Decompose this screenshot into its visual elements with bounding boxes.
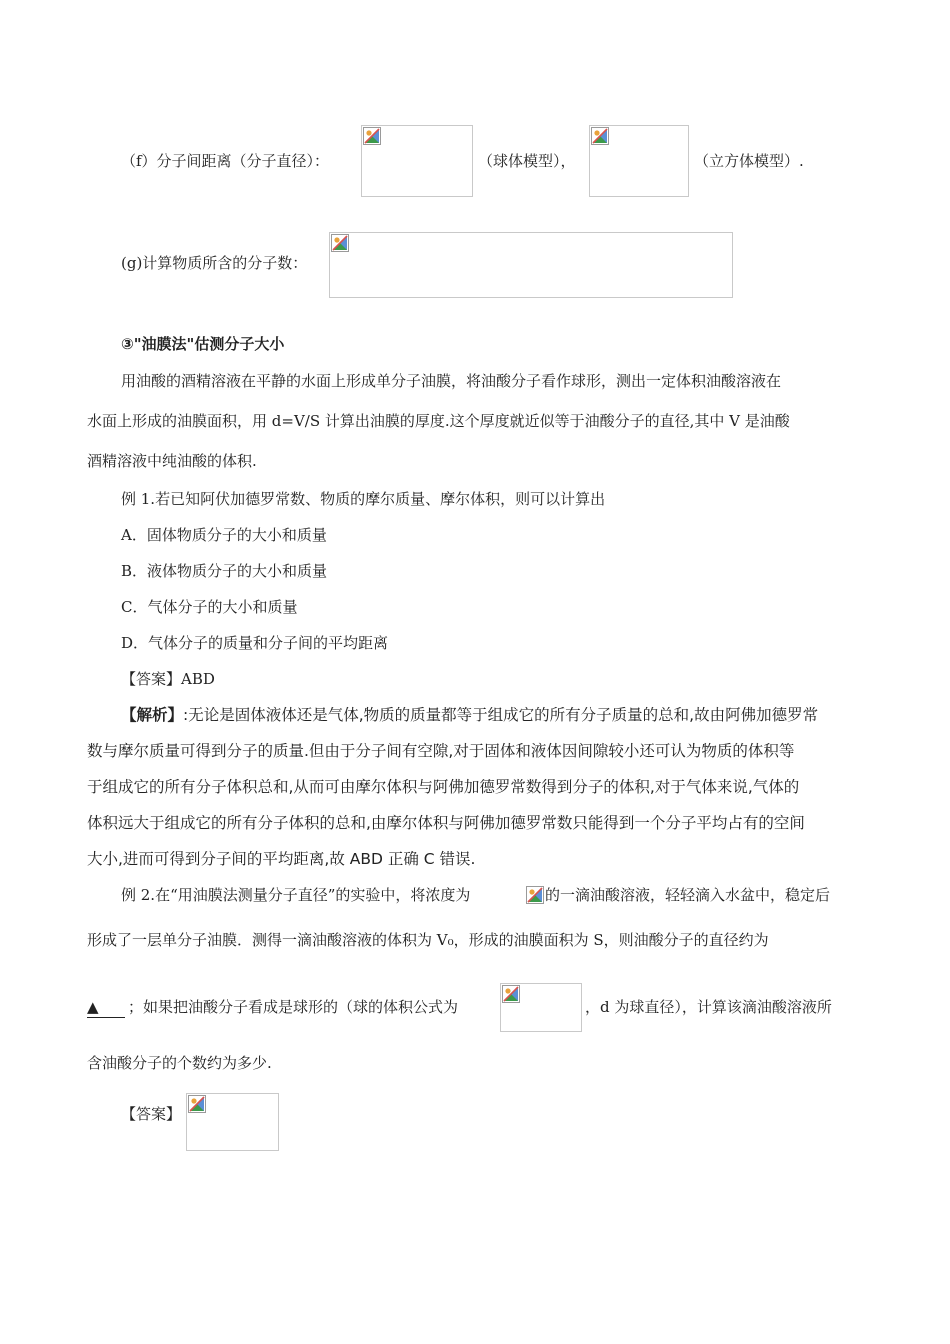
f-line-mid: （球体模型）， — [478, 152, 576, 170]
analysis-text-1: :无论是固体液体还是气体,物质的质量都等于组成它的所有分子质量的总和,故由阿佛加德罗常 — [183, 706, 819, 724]
formula-image-cube — [589, 125, 689, 197]
answer-value: ABD — [181, 670, 215, 688]
option-b: B．液体物质分子的大小和质量 — [121, 562, 328, 580]
analysis-label: 【解析】 — [121, 706, 184, 724]
option-a: A．固体物质分子的大小和质量 — [121, 526, 327, 544]
broken-image-icon — [502, 985, 520, 1003]
section-title: ③"油膜法"估测分子大小 — [121, 335, 285, 353]
example2-line-4: 含油酸分子的个数约为多少. — [87, 1054, 272, 1072]
analysis-line-3: 于组成它的所有分子体积总和,从而可由摩尔体积与阿佛加德罗常数得到分子的体积,对于气体来说,气体的 — [87, 778, 800, 796]
broken-image-icon — [188, 1095, 206, 1113]
para-line-3: 酒精溶液中纯油酸的体积. — [87, 452, 257, 470]
analysis-line-5: 大小,进而可得到分子间的平均距离,故 ABD 正确 C 错误. — [87, 850, 476, 868]
para-line-2: 水面上形成的油膜面积，用 d=V/S 计算出油膜的厚度.这个厚度就近似等于油酸分子的直径,其中 V 是油酸 — [87, 412, 790, 430]
analysis-line-2: 数与摩尔质量可得到分子的质量.但由于分子间有空隙,对于固体和液体因间隙较小还可认为物质的体积等 — [87, 742, 795, 760]
blank-triangle: ▲ — [87, 997, 125, 1018]
f-line-prefix: （f）分子间距离（分子直径）： — [121, 152, 330, 170]
example2-line-3a: ；如果把油酸分子看成是球形的（球的体积公式为 — [128, 998, 459, 1016]
broken-image-icon — [526, 886, 544, 904]
option-c: C．气体分子的大小和质量 — [121, 598, 298, 616]
example2-line-3b: ，d 为球直径），计算该滴油酸溶液所 — [585, 998, 832, 1016]
option-d: D．气体分子的质量和分子间的平均距离 — [121, 634, 389, 652]
analysis-line-1 — [121, 705, 818, 725]
formula-image-molecule-count — [329, 232, 733, 298]
analysis-line-4: 体积远大于组成它的所有分子体积的总和,由摩尔体积与阿佛加德罗常数只能得到一个分子平均占有的空间 — [87, 814, 805, 832]
broken-image-icon — [331, 234, 349, 252]
g-line-prefix: (g)计算物质所含的分子数： — [121, 254, 308, 272]
f-line-suffix: （立方体模型）. — [694, 152, 804, 170]
formula-image-answer — [186, 1093, 279, 1151]
formula-image-sphere-volume — [500, 983, 582, 1032]
example2-line-1b: 的一滴油酸溶液，轻轻滴入水盆中，稳定后 — [545, 886, 831, 904]
broken-image-icon — [363, 127, 381, 145]
para-line-1: 用油酸的酒精溶液在平静的水面上形成单分子油膜，将油酸分子看作球形，测出一定体积油酸溶液在 — [121, 372, 782, 390]
example1-question: 例 1.若已知阿伏加德罗常数、物质的摩尔质量、摩尔体积，则可以计算出 — [121, 490, 606, 508]
example2-line-1a: 例 2.在“用油膜法测量分子直径”的实验中，将浓度为 — [121, 886, 471, 904]
example1-answer — [121, 669, 215, 689]
formula-image-sphere — [361, 125, 473, 197]
answer-blank — [87, 997, 125, 1018]
broken-image-icon — [591, 127, 609, 145]
example2-line-2: 形成了一层单分子油膜．测得一滴油酸溶液的体积为 V₀，形成的油膜面积为 S，则油酸分子的直径约为 — [87, 931, 769, 949]
example2-answer-label: 【答案】 — [121, 1105, 182, 1123]
answer-label: 【答案】 — [121, 670, 182, 688]
